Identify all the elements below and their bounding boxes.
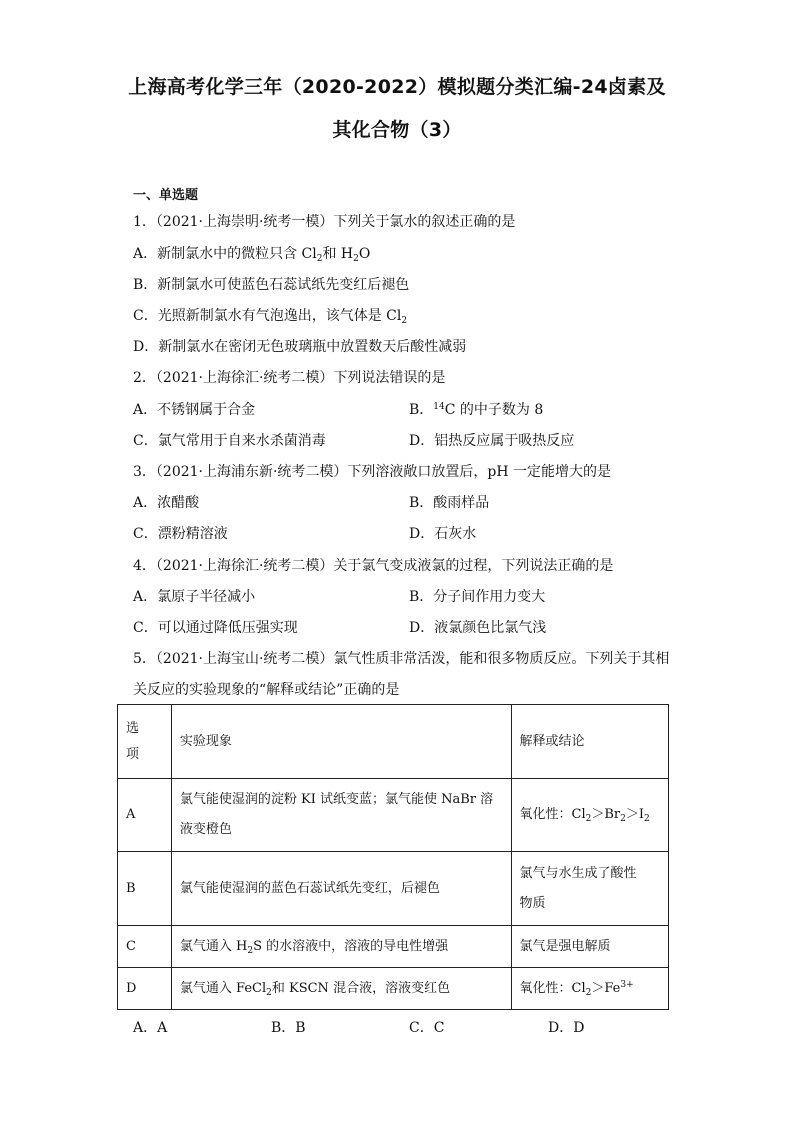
- table-row: [118, 779, 669, 852]
- row-option: B: [118, 852, 172, 926]
- q5-stem-line2: 关反应的实验现象的“解释或结论”正确的是: [133, 682, 400, 698]
- row-observation: 氯气能使湿润的蓝色石蕊试纸先变红，后褪色: [171, 852, 511, 926]
- row-observation: 氯气通入 $H_2S$ 的水溶液中，溶液的导电性增强: [171, 926, 511, 968]
- q1-stem: 1．（2021·上海崇明·统考一模）下列关于氯水的叙述正确的是: [133, 214, 516, 230]
- q4-option-c[interactable]: C．可以通过降低压强实现: [133, 620, 298, 636]
- row-option: A: [118, 779, 172, 852]
- q2-option-c[interactable]: C．氯气常用于自来水杀菌消毒: [133, 433, 326, 449]
- q3-option-a[interactable]: A．浓醋酸: [133, 495, 200, 511]
- table-row: [118, 852, 669, 926]
- table-row: [118, 926, 669, 968]
- q2-stem: 2．（2021·上海徐汇·统考二模）下列说法错误的是: [133, 370, 446, 386]
- table-header-row: [118, 705, 669, 779]
- header-observation: 实验现象: [171, 705, 511, 779]
- table-row: [118, 968, 669, 1010]
- q3-stem: 3．（2021·上海浦东新·统考二模）下列溶液敞口放置后，pH 一定能增大的是: [133, 464, 612, 480]
- q2-option-a[interactable]: A．不锈钢属于合金: [133, 402, 256, 418]
- q4-option-a[interactable]: A．氯原子半径减小: [133, 589, 256, 605]
- q1-option-a[interactable]: A．新制氯水中的微粒只含 $Cl_2$和 $H_2O$: [133, 246, 371, 264]
- row-conclusion: 氧化性：$Cl_2>Fe^{3+}$: [511, 968, 668, 1010]
- document-title-line1: 上海高考化学三年（2020-2022）模拟题分类汇编-24卤素及: [128, 76, 666, 98]
- row-option: D: [118, 968, 172, 1010]
- q1-option-b[interactable]: B．新制氯水可使蓝色石蕊试纸先变红后褪色: [133, 277, 410, 293]
- q4-option-d[interactable]: D．液氯颜色比氯气浅: [409, 620, 547, 636]
- row-observation: 氯气能使湿润的淀粉 KI 试纸变蓝；氯气能使 NaBr 溶 液变橙色: [171, 779, 511, 852]
- document-title-line2: 其化合物（3）: [332, 119, 462, 141]
- row-conclusion: 氯气是强电解质: [511, 926, 668, 968]
- q5-option-d[interactable]: D．D: [548, 1020, 585, 1036]
- header-option: 选 项: [118, 705, 172, 779]
- q3-option-c[interactable]: C．漂粉精溶液: [133, 526, 228, 542]
- q3-option-d[interactable]: D．石灰水: [409, 526, 477, 542]
- q2-option-b[interactable]: B．$^{14}$C 的中子数为 8: [409, 402, 544, 418]
- row-observation: 氯气通入 FeCl$_2$和 KSCN 混合液，溶液变红色: [171, 968, 511, 1010]
- row-conclusion: 氧化性：$Cl_2>Br_2>I_2$: [511, 779, 668, 852]
- q5-stem-line1: 5．（2021·上海宝山·统考二模）氯气性质非常活泼，能和很多物质反应。下列关于其相: [133, 651, 670, 667]
- q5-table: [117, 704, 669, 1010]
- q2-option-d[interactable]: D．铝热反应属于吸热反应: [409, 433, 575, 449]
- q4-option-b[interactable]: B．分子间作用力变大: [409, 589, 546, 605]
- q3-option-b[interactable]: B．酸雨样品: [409, 495, 490, 511]
- q1-option-d[interactable]: D．新制氯水在密闭无色玻璃瓶中放置数天后酸性减弱: [133, 339, 467, 355]
- q5-option-c[interactable]: C．C: [409, 1020, 445, 1036]
- q4-stem: 4．（2021·上海徐汇·统考二模）关于氯气变成液氯的过程，下列说法正确的是: [133, 558, 614, 574]
- q5-option-a[interactable]: A．A: [133, 1020, 168, 1036]
- q5-option-b[interactable]: B．B: [271, 1020, 306, 1036]
- q1-option-c[interactable]: C．光照新制氯水有气泡逸出，该气体是 $Cl_2$: [133, 308, 408, 326]
- header-conclusion: 解释或结论: [511, 705, 668, 779]
- row-conclusion: 氯气与水生成了酸性 物质: [511, 852, 668, 926]
- row-option: C: [118, 926, 172, 968]
- section-heading: 一、单选题: [133, 188, 199, 203]
